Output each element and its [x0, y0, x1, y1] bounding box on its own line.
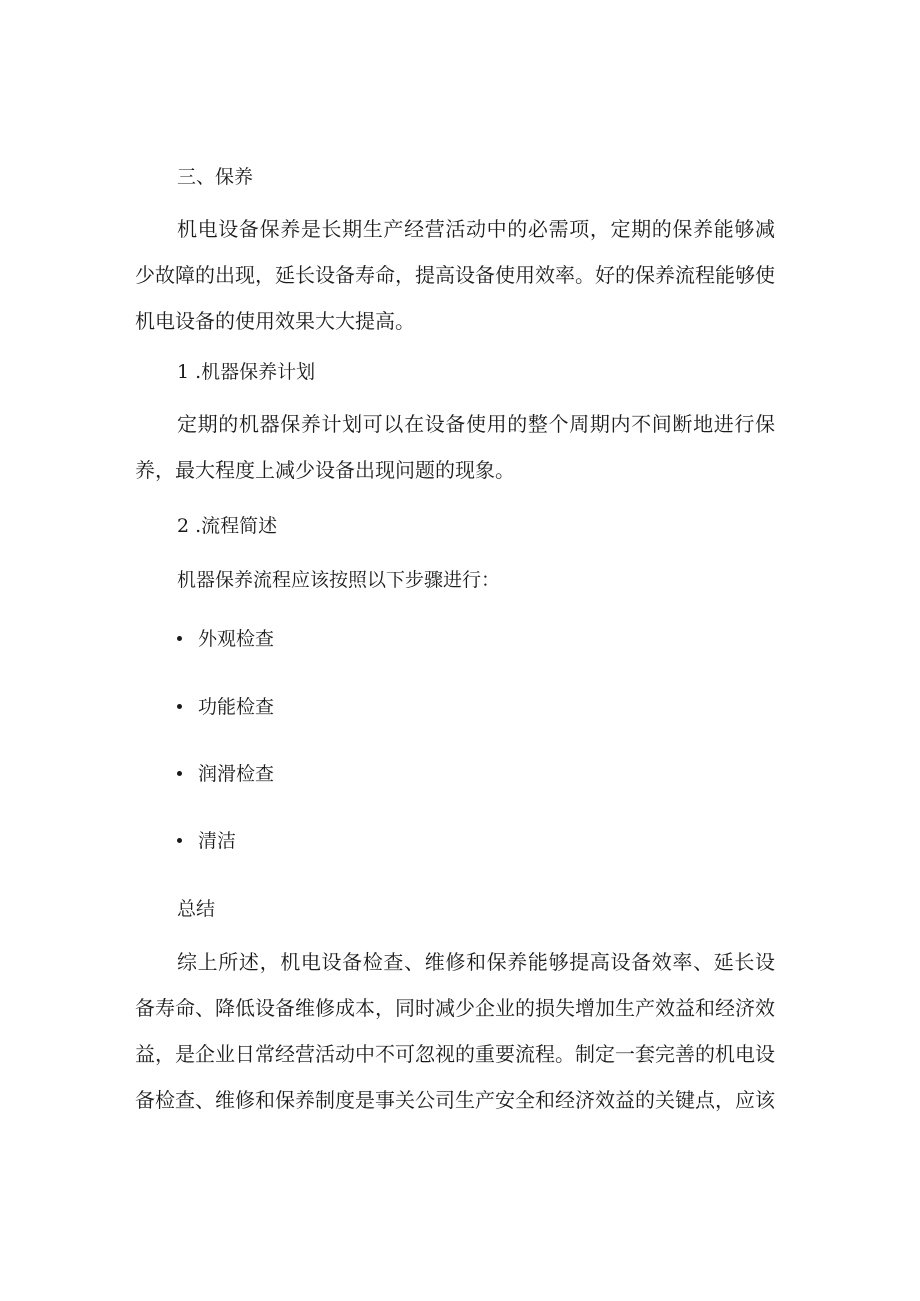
paragraph-line: 机电设备保养是长期生产经营活动中的必需项，定期的保养能够减: [177, 217, 775, 241]
paragraph-line: 养，最大程度上减少设备出现问题的现象。: [135, 458, 515, 482]
paragraph-line: 综上所述，机电设备检查、维修和保养能够提高设备效率、延长设: [177, 950, 775, 974]
list-item: 清洁: [177, 831, 236, 851]
section-heading-maintenance: 三、保养: [177, 166, 254, 188]
list-item: 润滑检查: [177, 764, 274, 784]
list-item: 功能检查: [177, 697, 274, 717]
maintenance-plan-paragraph: [135, 401, 775, 493]
paragraph-line: 备寿命、降低设备维修成本，同时减少企业的损失增加生产效益和经济效: [135, 996, 775, 1020]
bullet-icon: [177, 704, 182, 709]
paragraph-line: 益，是企业日常经营活动中不可忽视的重要流程。制定一套完善的机电设: [135, 1042, 775, 1066]
list-item: 外观检查: [177, 629, 274, 649]
summary-paragraph: [135, 939, 775, 1123]
process-intro-text: 机器保养流程应该按照以下步骤进行：: [177, 569, 501, 591]
paragraph-line: 备检查、维修和保养制度是事关公司生产安全和经济效益的关键点，应该: [135, 1088, 775, 1112]
bullet-icon: [177, 636, 182, 641]
subheading-maintenance-plan: 1 .机器保养计划: [177, 361, 316, 383]
subheading-process-overview: 2 .流程简述: [177, 515, 278, 537]
paragraph-line: 机电设备的使用效果大大提高。: [135, 309, 415, 333]
section-heading-summary: 总结: [177, 898, 216, 920]
maintenance-intro-paragraph: [135, 206, 775, 344]
paragraph-line: 少故障的出现，延长设备寿命，提高设备使用效率。好的保养流程能够使: [135, 263, 775, 287]
bullet-icon: [177, 771, 182, 776]
paragraph-line: 定期的机器保养计划可以在设备使用的整个周期内不间断地进行保: [177, 412, 775, 436]
bullet-icon: [177, 838, 182, 843]
